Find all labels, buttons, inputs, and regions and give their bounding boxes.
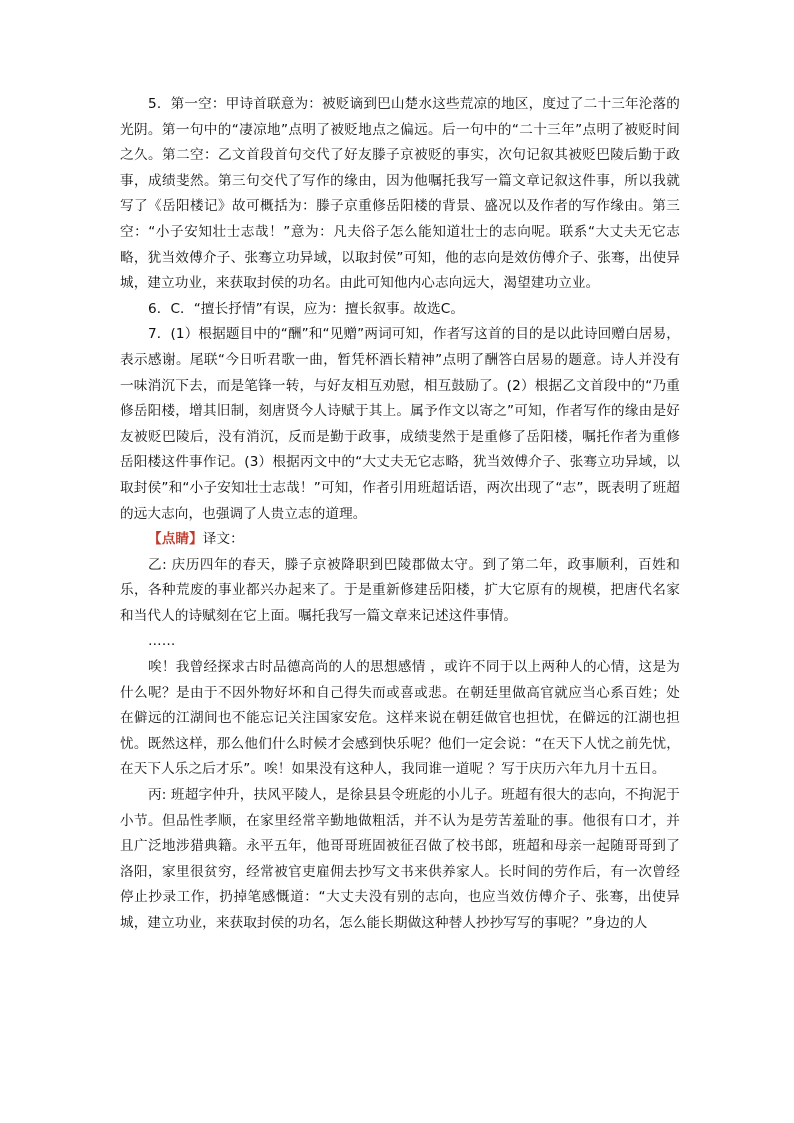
ellipsis-paragraph: …… (148, 633, 176, 650)
answer-5-paragraph: 5．第一空：甲诗首联意为：被贬谪到巴山楚水这些荒凉的地区，度过了二十三年沦落的光阴。第一句中的“凄凉地”点明了被贬地点之偏远。后一句中的“二十三年”点明了被贬时间之久。第二空：乙文首段首句交代了好友滕子京被贬的事实，次句记叙其被贬巴陵后勤于政事，成绩斐然。第三句交代了写作的缘由，因为他嘱托我写一篇文章记叙这件事，所以我就写了《岳阳楼记》故可概括为：滕子京重修岳阳楼的背景、盛况以及作者的写作缘由。第三空：“小子安知壮士志哉！”意为：凡夫俗子怎么能知道壮士的志向呢。联系“大丈夫无它志略，犹当效傅介子、张骞立功异域，以取封侯”可知，他的志向是效仿傅介子、张骞，出使异城，建立功业，来获取封侯的功名。由此可知他内心志向远大，渴望建功立业。 (120, 96, 680, 292)
dianjing-heading (120, 527, 680, 553)
answer-7-paragraph: 7．(1）根据题目中的“酬”和“见赠”两词可知，作者写这首的目的是以此诗回赠白居易，表示感谢。尾联“今日听君歌一曲，暂凭杯酒长精神”点明了酬答白居易的题意。诗人并没有一味消沉下去，而是笔锋一转，与好友相互劝慰，相互鼓励了。(2）根据乙文首段中的“乃重修岳阳楼，增其旧制，刻唐贤今人诗赋于其上。属予作文以寄之”可知，作者写作的缘由是好友被贬巴陵后，没有消沉，反而是勤于政事，成绩斐然于是重修了岳阳楼，嘱托作者为重修岳阳楼这件事作记。(3）根据丙文中的“大丈夫无它志略，犹当效傅介子、张骞立功异域，以取封侯”和“小子安知壮士志哉！”可知，作者引用班超话语，两次出现了“志”，既表明了班超的远大志向，也强调了人贵立志的道理。 (120, 326, 680, 522)
translation-label: 译文： (202, 531, 244, 548)
translation-ai-paragraph: 唉！我曾经探求古时品德高尚的人的思想感情 ，或许不同于以上两种人的心情，这是为什么呢？是由于不因外物好坏和自己得失而或喜或悲。在朝廷里做高官就应当心系百姓；处在僻远的江湖间也不能忘记关注国家安危。这样来说在朝廷做官也担忧，在僻远的江湖也担忧。既然这样，那么他们什么时候才会感到快乐呢？他们一定会说：“在天下人忧之前先忧，在天下人乐之后才乐”。唉！如果没有这种人，我同谁一道呢 ？写于庆历六年九月十五日。 (120, 659, 680, 778)
translation-yi-paragraph: 乙: 庆历四年的春天，滕子京被降职到巴陵郡做太守。到了第二年，政事顺利，百姓和乐，各种荒废的事业都兴办起来了。于是重新修建岳阳楼，扩大它原有的规模，把唐代名家和当代人的诗赋刻在它上面。嘱托我写一篇文章来记述这件事情。 (120, 556, 680, 624)
translation-bing-paragraph: 丙: 班超字仲升，扶风平陵人，是徐县县令班彪的小儿子。班超有很大的志向，不拘泥于小节。但品性孝顺，在家里经常辛勤地做粗活，并不认为是劳苦羞耻的事。他很有口才，并且广泛地涉猎典籍。永平五年，他哥哥班固被征召做了校书郎，班超和母亲一起随哥哥到了洛阳，家里很贫穷，经常被官吏雇佣去抄写文书来供养家人。长时间的劳作后，有一次曾经停止抄录工作，扔掉笔感慨道：“大丈夫没有别的志向，也应当效仿傅介子、张骞，出使异城，建立功业，来获取封侯的功名，怎么能长期做这种替人抄抄写写的事呢？”身边的人 (120, 787, 680, 931)
dianjing-tag: 【点睛】 (148, 531, 203, 548)
answer-6-paragraph: 6．C．“擅长抒情”有误，应为：擅长叙事。故选C。 (148, 300, 465, 317)
answer-explanation-page (120, 92, 680, 937)
